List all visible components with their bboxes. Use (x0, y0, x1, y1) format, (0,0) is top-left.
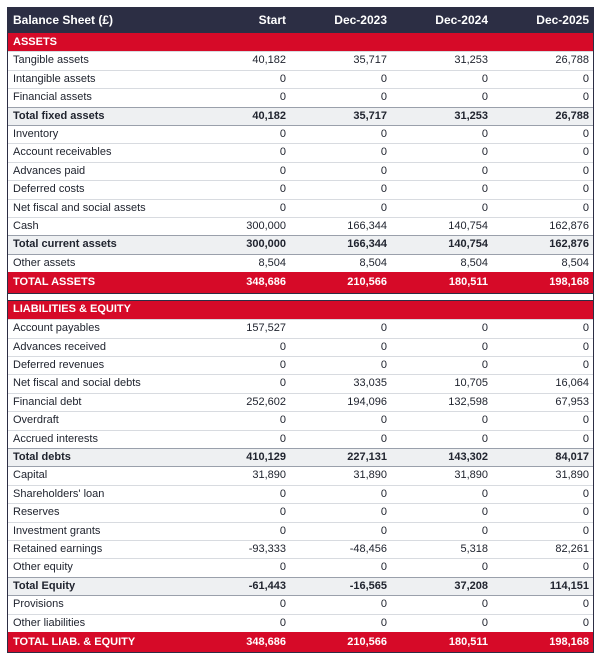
row-value: 0 (290, 70, 391, 88)
row-value: 8,504 (391, 254, 492, 272)
row-value: 26,788 (492, 52, 593, 70)
row-value: 84,017 (492, 448, 593, 466)
row-value: 0 (391, 338, 492, 356)
row-value: 40,182 (189, 52, 290, 70)
row-value: 0 (189, 412, 290, 430)
row-value: 0 (391, 181, 492, 199)
table-row (8, 320, 593, 338)
row-value: 26,788 (492, 107, 593, 125)
row-label: Total Equity (8, 577, 189, 595)
row-value: 82,261 (492, 540, 593, 558)
row-value: 0 (492, 199, 593, 217)
row-value: 10,705 (391, 375, 492, 393)
row-value: 0 (290, 504, 391, 522)
table-row (8, 89, 593, 107)
row-value: 35,717 (290, 107, 391, 125)
table-row (8, 126, 593, 144)
table-row (8, 338, 593, 356)
row-label: Accrued interests (8, 430, 189, 448)
row-value: 40,182 (189, 107, 290, 125)
balance-sheet (7, 7, 594, 653)
row-value: 0 (391, 614, 492, 632)
row-value: 0 (492, 430, 593, 448)
row-value: 0 (189, 596, 290, 614)
row-label: Reserves (8, 504, 189, 522)
row-value: 0 (492, 522, 593, 540)
section-gap (8, 293, 593, 300)
row-value: 0 (189, 614, 290, 632)
row-value: 0 (391, 430, 492, 448)
row-value: 227,131 (290, 448, 391, 466)
row-value: 0 (189, 181, 290, 199)
row-value: 210,566 (290, 272, 391, 293)
row-value: 0 (492, 181, 593, 199)
row-value: 0 (492, 144, 593, 162)
table-row (8, 218, 593, 236)
table-row (8, 162, 593, 180)
row-value: 0 (391, 162, 492, 180)
row-label: Overdraft (8, 412, 189, 430)
row-value: 348,686 (189, 272, 290, 293)
row-value: 0 (391, 70, 492, 88)
table-row (8, 430, 593, 448)
row-value: 0 (189, 89, 290, 107)
row-value: 166,344 (290, 218, 391, 236)
table-row (8, 614, 593, 632)
row-value: 0 (492, 70, 593, 88)
table-row (8, 467, 593, 485)
row-value: 31,253 (391, 52, 492, 70)
row-label: Total debts (8, 448, 189, 466)
table-title: Balance Sheet (£) (8, 8, 189, 33)
row-value: 0 (492, 485, 593, 503)
row-label: Advances received (8, 338, 189, 356)
row-label: Tangible assets (8, 52, 189, 70)
row-label: TOTAL LIAB. & EQUITY (8, 632, 189, 652)
section-gap-cell (8, 293, 593, 300)
row-value: 0 (189, 430, 290, 448)
table-row (8, 596, 593, 614)
row-value: 162,876 (492, 218, 593, 236)
row-value: 31,890 (492, 467, 593, 485)
row-value: 0 (189, 356, 290, 374)
row-value: 33,035 (290, 375, 391, 393)
row-value: 0 (492, 412, 593, 430)
row-value: 67,953 (492, 393, 593, 411)
row-value: 140,754 (391, 236, 492, 254)
row-value: 0 (391, 412, 492, 430)
row-value: 0 (189, 375, 290, 393)
table-row (8, 412, 593, 430)
row-value: 0 (189, 199, 290, 217)
row-label: Inventory (8, 126, 189, 144)
row-label: Investment grants (8, 522, 189, 540)
table-row (8, 522, 593, 540)
table-body (8, 33, 593, 652)
row-label: TOTAL ASSETS (8, 272, 189, 293)
row-value: 143,302 (391, 448, 492, 466)
row-value: 0 (189, 522, 290, 540)
table-row (8, 375, 593, 393)
row-value: 8,504 (290, 254, 391, 272)
table-row (8, 356, 593, 374)
row-value: 31,890 (189, 467, 290, 485)
subtotal-row (8, 577, 593, 595)
table-row (8, 540, 593, 558)
row-label: Advances paid (8, 162, 189, 180)
row-value: 5,318 (391, 540, 492, 558)
row-value: 198,168 (492, 272, 593, 293)
column-header-start: Start (189, 8, 290, 33)
balance-sheet-table (8, 8, 593, 652)
row-value: 0 (290, 162, 391, 180)
row-label: Financial debt (8, 393, 189, 411)
row-value: 0 (290, 144, 391, 162)
row-value: 0 (290, 356, 391, 374)
row-value: 252,602 (189, 393, 290, 411)
row-value: 0 (492, 356, 593, 374)
row-value: 31,890 (391, 467, 492, 485)
row-value: 8,504 (189, 254, 290, 272)
row-value: 348,686 (189, 632, 290, 652)
row-label: Other liabilities (8, 614, 189, 632)
row-value: 162,876 (492, 236, 593, 254)
row-value: 0 (492, 504, 593, 522)
header-row (8, 8, 593, 33)
column-header-dec-2025: Dec-2025 (492, 8, 593, 33)
row-value: 0 (290, 126, 391, 144)
row-value: 180,511 (391, 272, 492, 293)
row-value: 140,754 (391, 218, 492, 236)
row-value: 0 (391, 320, 492, 338)
row-value: 0 (189, 559, 290, 577)
row-value: 300,000 (189, 218, 290, 236)
row-value: 0 (290, 89, 391, 107)
row-value: 0 (492, 89, 593, 107)
row-value: 37,208 (391, 577, 492, 595)
row-value: 0 (391, 559, 492, 577)
table-row (8, 70, 593, 88)
row-label: Total current assets (8, 236, 189, 254)
row-label: Capital (8, 467, 189, 485)
row-value: 0 (189, 126, 290, 144)
row-value: 31,253 (391, 107, 492, 125)
row-value: 0 (492, 559, 593, 577)
row-value: 0 (391, 596, 492, 614)
row-value: 132,598 (391, 393, 492, 411)
table-row (8, 504, 593, 522)
row-value: 114,151 (492, 577, 593, 595)
subtotal-row (8, 448, 593, 466)
row-value: 0 (290, 614, 391, 632)
row-value: 0 (189, 162, 290, 180)
column-header-dec-2023: Dec-2023 (290, 8, 391, 33)
row-value: 8,504 (492, 254, 593, 272)
row-label: Other equity (8, 559, 189, 577)
subtotal-row (8, 236, 593, 254)
table-row (8, 144, 593, 162)
row-label: Total fixed assets (8, 107, 189, 125)
row-value: 410,129 (189, 448, 290, 466)
row-value: 0 (391, 199, 492, 217)
table-row (8, 199, 593, 217)
row-label: Deferred costs (8, 181, 189, 199)
row-value: -48,456 (290, 540, 391, 558)
row-value: -16,565 (290, 577, 391, 595)
row-value: 0 (290, 320, 391, 338)
row-value: 0 (492, 126, 593, 144)
row-value: 0 (189, 70, 290, 88)
row-label: Intangible assets (8, 70, 189, 88)
row-value: 0 (189, 338, 290, 356)
table-row (8, 559, 593, 577)
row-value: 0 (189, 144, 290, 162)
row-value: 0 (391, 144, 492, 162)
row-label: Account receivables (8, 144, 189, 162)
row-value: 35,717 (290, 52, 391, 70)
row-label: Cash (8, 218, 189, 236)
section-title: ASSETS (8, 33, 593, 52)
row-label: Financial assets (8, 89, 189, 107)
row-value: 0 (492, 162, 593, 180)
row-label: Net fiscal and social assets (8, 199, 189, 217)
row-value: 198,168 (492, 632, 593, 652)
subtotal-row (8, 107, 593, 125)
row-label: Shareholders' loan (8, 485, 189, 503)
row-value: 0 (492, 614, 593, 632)
column-header-dec-2024: Dec-2024 (391, 8, 492, 33)
row-value: 0 (290, 430, 391, 448)
row-value: -93,333 (189, 540, 290, 558)
row-value: 0 (391, 504, 492, 522)
row-value: 0 (492, 338, 593, 356)
row-value: 0 (290, 199, 391, 217)
row-value: 0 (290, 485, 391, 503)
table-row (8, 181, 593, 199)
row-value: 166,344 (290, 236, 391, 254)
row-value: 210,566 (290, 632, 391, 652)
row-value: 16,064 (492, 375, 593, 393)
row-value: 194,096 (290, 393, 391, 411)
row-label: Deferred revenues (8, 356, 189, 374)
row-value: 0 (290, 559, 391, 577)
table-row (8, 485, 593, 503)
row-value: -61,443 (189, 577, 290, 595)
table-row (8, 393, 593, 411)
row-value: 0 (290, 412, 391, 430)
row-value: 0 (391, 356, 492, 374)
row-value: 0 (391, 522, 492, 540)
row-value: 0 (492, 320, 593, 338)
row-value: 0 (189, 485, 290, 503)
section-header-row (8, 33, 593, 52)
row-value: 0 (391, 89, 492, 107)
row-label: Retained earnings (8, 540, 189, 558)
total-row (8, 272, 593, 293)
row-value: 0 (391, 485, 492, 503)
row-label: Other assets (8, 254, 189, 272)
row-value: 0 (391, 126, 492, 144)
row-value: 0 (492, 596, 593, 614)
row-value: 0 (290, 181, 391, 199)
row-label: Net fiscal and social debts (8, 375, 189, 393)
row-value: 180,511 (391, 632, 492, 652)
table-row (8, 52, 593, 70)
section-title: LIABILITIES & EQUITY (8, 300, 593, 319)
row-label: Account payables (8, 320, 189, 338)
row-value: 31,890 (290, 467, 391, 485)
total-row (8, 632, 593, 652)
row-value: 0 (290, 596, 391, 614)
section-header-row (8, 300, 593, 319)
row-label: Provisions (8, 596, 189, 614)
row-value: 0 (290, 522, 391, 540)
row-value: 300,000 (189, 236, 290, 254)
table-row (8, 254, 593, 272)
row-value: 0 (189, 504, 290, 522)
row-value: 157,527 (189, 320, 290, 338)
row-value: 0 (290, 338, 391, 356)
